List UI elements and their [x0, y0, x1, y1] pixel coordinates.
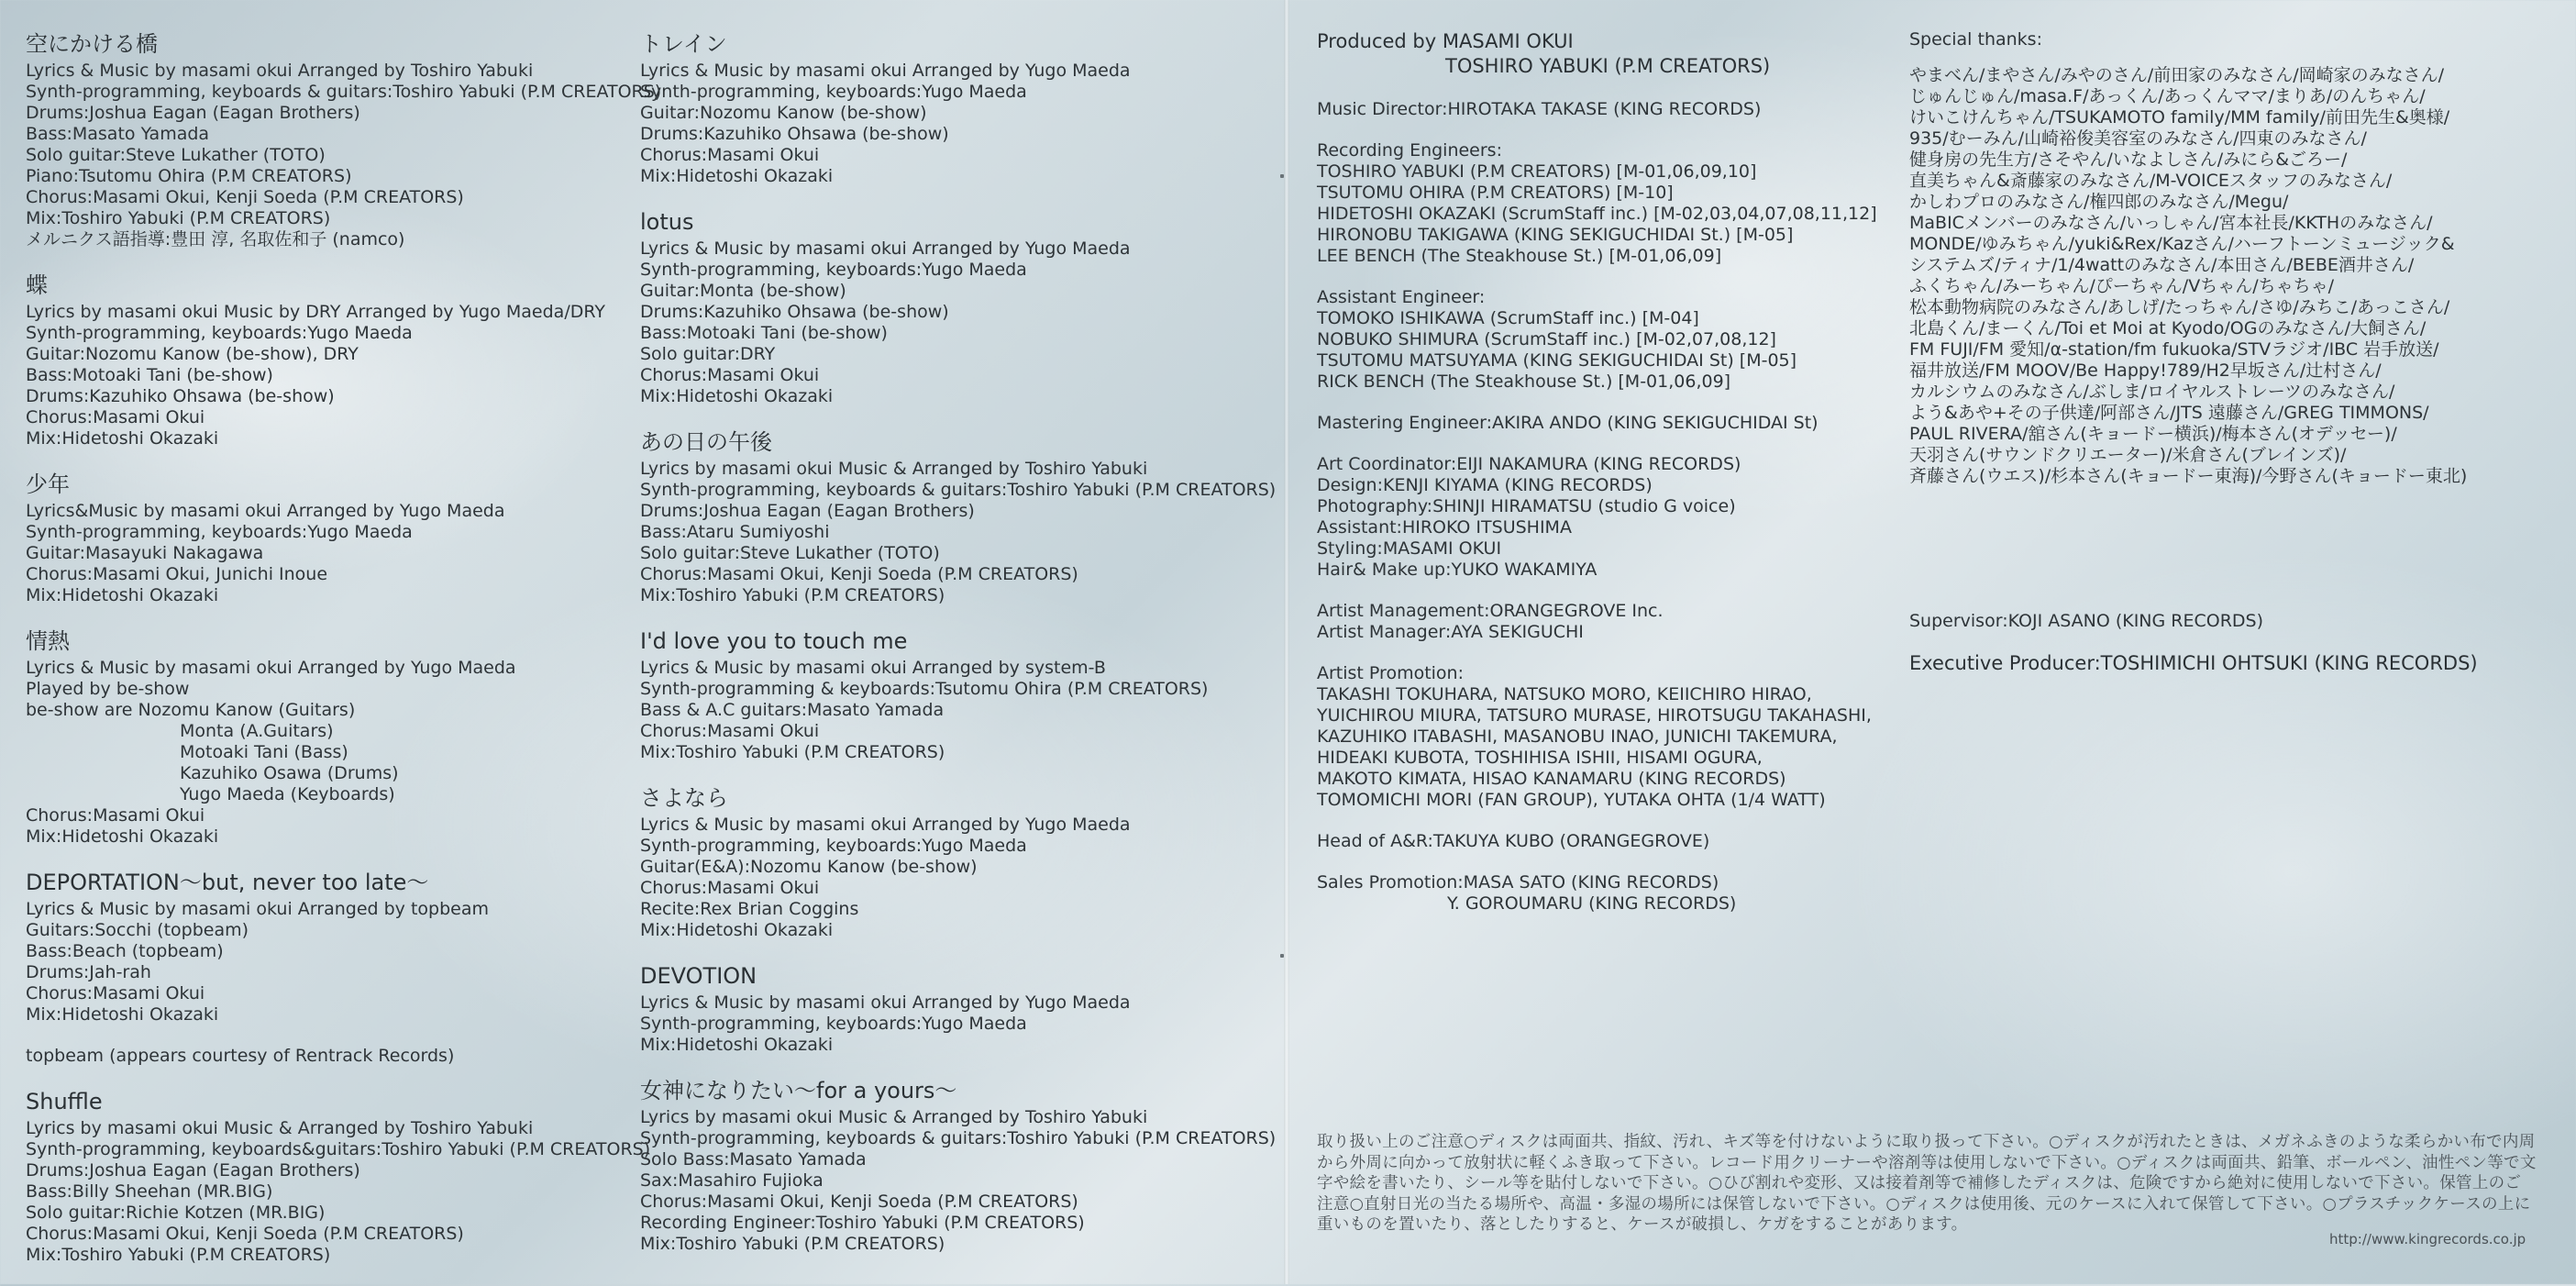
- staff-credit-line: Recording Engineers:: [1317, 140, 1502, 161]
- credit-line: Chorus:Masami Okui, Junichi Inoue: [26, 564, 328, 584]
- thanks-line: 斉藤さん(ウエス)/杉本さん(キョードー東海)/今野さん(キョードー東北): [1909, 466, 2468, 486]
- credit-line: Bass:Billy Sheehan (MR.BIG): [26, 1181, 273, 1202]
- credit-line: Bass:Beach (topbeam): [26, 941, 224, 961]
- supervisor-credit: Supervisor:KOJI ASANO (KING RECORDS): [1909, 611, 2264, 631]
- credit-line: Bass & A.C guitars:Masato Yamada: [640, 700, 945, 720]
- song-title: Shuffle: [26, 1089, 103, 1114]
- credit-line: Lyrics & Music by masami okui Arranged by Yugo Maeda: [640, 992, 1131, 1013]
- credit-line: Chorus:Masami Okui: [26, 805, 205, 826]
- song-credit-block: [26, 626, 631, 848]
- staff-credit-line: Hair& Make up:YUKO WAKAMIYA: [1317, 560, 1598, 580]
- credit-line: Solo guitar:Richie Kotzen (MR.BIG): [26, 1203, 326, 1223]
- staff-credit-block: [1317, 831, 1885, 852]
- credit-line: Mix:Toshiro Yabuki (P.M CREATORS): [26, 208, 331, 228]
- credit-line: Sax:Masahiro Fujioka: [640, 1170, 824, 1191]
- credit-line: Lyrics by masami okui Music & Arranged by Toshiro Yabuki: [640, 459, 1148, 479]
- staff-credit-line: Design:KENJI KIYAMA (KING RECORDS): [1317, 475, 1653, 495]
- special-thanks-title: Special thanks:: [1909, 29, 2042, 50]
- credit-line: Mix:Toshiro Yabuki (P.M CREATORS): [640, 742, 945, 762]
- credit-line: Drums:Joshua Eagan (Eagan Brothers): [26, 103, 360, 123]
- credit-line: topbeam (appears courtesy of Rentrack Records): [26, 1046, 455, 1066]
- staff-credit-line: TOSHIRO YABUKI (P.M CREATORS) [M-01,06,09,10]: [1317, 161, 1757, 182]
- song-credit-block: [640, 1076, 1277, 1255]
- song-credit-block: [26, 470, 631, 606]
- credit-line: Synth-programming, keyboards:Yugo Maeda: [640, 260, 1027, 280]
- credit-line: Mix:Hidetoshi Okazaki: [26, 1004, 219, 1025]
- fold-mark: [1280, 174, 1284, 178]
- thanks-line: 北島くん/まーくん/Toi et Moi at Kyodo/OGのみなさん/大飼さん/: [1909, 318, 2427, 338]
- staff-credit-line: Artist Management:ORANGEGROVE Inc.: [1317, 601, 1664, 621]
- credit-line: Solo guitar:Steve Lukather (TOTO): [640, 543, 940, 563]
- executive-producer-credit: Executive Producer:TOSHIMICHI OHTSUKI (KING RECORDS): [1909, 652, 2478, 674]
- staff-credit-line: Assistant Engineer:: [1317, 287, 1486, 307]
- staff-credit-line: TOMOMICHI MORI (FAN GROUP), YUTAKA OHTA (1/4 WATT): [1317, 790, 1826, 810]
- credit-line: Synth-programming, keyboards:Yugo Maeda: [640, 836, 1027, 856]
- produced-line-2: TOSHIRO YABUKI (P.M CREATORS): [1445, 55, 1771, 77]
- credit-line: Chorus:Masami Okui: [640, 365, 820, 385]
- credit-line: Synth-programming & keyboards:Tsutomu Ohira (P.M CREATORS): [640, 679, 1209, 699]
- song-credit-block: [640, 783, 1264, 941]
- song-credit-block: [26, 271, 631, 449]
- thanks-line: 935/むーみん/山崎裕俊美容室のみなさん/四東のみなさん/: [1909, 128, 2367, 149]
- credit-line: Recite:Rex Brian Coggins: [640, 899, 859, 919]
- thanks-line: よう&あや+その子供達/阿部さん/JTS 遠藤さん/GREG TIMMONS/: [1909, 403, 2429, 423]
- credit-line: Lyrics & Music by masami okui Arranged by Yugo Maeda: [640, 238, 1131, 259]
- fold-mark: [1280, 954, 1284, 958]
- staff-credit-block: [1317, 601, 1885, 643]
- song-title: 空にかける橋: [26, 31, 158, 57]
- staff-credit-line: Artist Manager:AYA SEKIGUCHI: [1317, 622, 1584, 642]
- credit-line-indented: Motoaki Tani (Bass): [180, 742, 348, 762]
- credit-line: Lyrics&Music by masami okui Arranged by Yugo Maeda: [26, 501, 505, 521]
- credit-line: Drums:Kazuhiko Ohsawa (be-show): [640, 302, 949, 322]
- credit-line: Guitars:Socchi (topbeam): [26, 920, 249, 940]
- credit-line: Mix:Hidetoshi Okazaki: [26, 585, 219, 605]
- song-credit-block: [26, 868, 631, 1025]
- song-credit-block: [26, 1046, 631, 1067]
- credit-line: Lyrics by masami okui Music & Arranged by Toshiro Yabuki: [26, 1118, 534, 1138]
- song-title: 情熱: [26, 628, 70, 654]
- credit-line: Guitar:Monta (be-show): [640, 281, 846, 301]
- thanks-line: 健身房の先生方/さそやん/いなよしさん/みにら&ごろー/: [1909, 150, 2348, 170]
- credit-line: Drums:Joshua Eagan (Eagan Brothers): [640, 501, 975, 521]
- thanks-line: ふくちゃん/みーちゃん/ぴーちゃん/Vちゃん/ちゃちゃ/: [1909, 276, 2335, 296]
- credit-line: Piano:Tsutomu Ohira (P.M CREATORS): [26, 166, 352, 186]
- staff-credit-line: Music Director:HIROTAKA TAKASE (KING RECORDS): [1317, 99, 1762, 119]
- staff-credit-line: TOMOKO ISHIKAWA (ScrumStaff inc.) [M-04]: [1317, 308, 1699, 328]
- song-credit-block: [640, 427, 1277, 606]
- credit-line: Mix:Toshiro Yabuki (P.M CREATORS): [26, 1245, 331, 1265]
- credit-line: Recording Engineer:Toshiro Yabuki (P.M CREATORS): [640, 1213, 1085, 1233]
- thanks-line: やまべん/まやさん/みやのさん/前田家のみなさん/岡崎家のみなさん/: [1909, 65, 2445, 85]
- staff-credit-line: Art Coordinator:EIJI NAKAMURA (KING RECORDS): [1317, 454, 1741, 474]
- handling-notice: 取り扱い上のご注意○ディスクは両面共、指紋、汚れ、キズ等を付けないように取り扱って下さい。○ディスクが汚れたときは、メガネふきのような柔らかい布で内周から外周に向かって放射状に軽くふき取って下さい。レコード用クリーナーや溶剤等は使用しないで下さい。○ディスクは両面共、鉛筆、ボールペン、油性ペン等で文字や絵を書いたり、シール等を貼付しないで下さい。○ひび割れや変形、又は接着剤等で補修したディスクは、危険ですから絶対に使用しないで下さい。保管上のご注意○直射日光の当たる場所や、高温・多湿の場所には保管しないで下さい。○ディスクは使用後、元のケースに入れて保管して下さい。○プラスチックケースの上に重いものを置いたり、落としたりすると、ケースが破損し、ケガをすることがあります。: [1317, 1133, 2537, 1234]
- thanks-line: かしわプロのみなさん/権四郎のみなさん/Megu/: [1909, 192, 2289, 212]
- staff-credit-line: Head of A&R:TAKUYA KUBO (ORANGEGROVE): [1317, 831, 1710, 851]
- staff-credit-block: [1317, 140, 1885, 267]
- credit-line: Lyrics & Music by masami okui Arranged by system-B: [640, 658, 1106, 678]
- credit-line: Lyrics & Music by masami okui Arranged by Yugo Maeda: [26, 658, 516, 678]
- credit-line: Chorus:Masami Okui: [26, 407, 205, 427]
- credit-line: メルニクス語指導:豊田 淳, 名取佐和子 (namco): [26, 229, 405, 249]
- staff-credit-line: Sales Promotion:MASA SATO (KING RECORDS): [1317, 872, 1719, 892]
- credit-line-indented: Monta (A.Guitars): [180, 721, 334, 741]
- song-credit-block: [26, 1087, 651, 1266]
- staff-credit-line: RICK BENCH (The Steakhouse St.) [M-01,06,09]: [1317, 371, 1731, 392]
- thanks-line: FM FUJI/FM 愛知/α-station/fm fukuoka/STVラジオ/IBC 岩手放送/: [1909, 339, 2439, 360]
- credit-line: Synth-programming, keyboards & guitars:Toshiro Yabuki (P.M CREATORS): [640, 1128, 1277, 1148]
- credit-line: Synth-programming, keyboards&guitars:Toshiro Yabuki (P.M CREATORS): [26, 1139, 651, 1159]
- credit-line: Lyrics & Music by masami okui Arranged by Yugo Maeda: [640, 815, 1131, 835]
- produced-by: [1317, 29, 1885, 79]
- song-title: DEVOTION: [640, 963, 757, 989]
- thanks-line: 直美ちゃん&斎藤家のみなさん/M-VOICEスタッフのみなさん/: [1909, 171, 2393, 191]
- staff-credit-line: HIRONOBU TAKIGAWA (KING SEKIGUCHIDAI St.) [M-05]: [1317, 225, 1794, 245]
- staff-credit-line: Assistant:HIROKO ITSUSHIMA: [1317, 517, 1572, 538]
- staff-credit-block: [1317, 287, 1885, 393]
- credit-line: Chorus:Masami Okui: [640, 721, 820, 741]
- song-title: lotus: [640, 209, 694, 235]
- special-thanks-column: [1909, 29, 2551, 487]
- staff-credit-line: HIDETOSHI OKAZAKI (ScrumStaff inc.) [M-02,03,04,07,08,11,12]: [1317, 204, 1877, 224]
- credit-line: Guitar:Nozomu Kanow (be-show): [640, 103, 927, 123]
- credit-line: Drums:Kazuhiko Ohsawa (be-show): [26, 386, 335, 406]
- thanks-line: MaBICメンバーのみなさん/いっしゃん/宮本社長/KKTHのみなさん/: [1909, 213, 2433, 233]
- produced-line-1: Produced by MASAMI OKUI: [1317, 30, 1574, 52]
- credit-line: Played by be-show: [26, 679, 190, 699]
- staff-credit-line: TSUTOMU MATSUYAMA (KING SEKIGUCHIDAI St) [M-05]: [1317, 350, 1797, 371]
- song-credit-block: [640, 961, 1264, 1056]
- credit-line: Bass:Motoaki Tani (be-show): [640, 323, 888, 343]
- song-title: I'd love you to touch me: [640, 628, 908, 654]
- credit-line: Chorus:Masami Okui: [26, 983, 205, 1003]
- staff-credit-line: MAKOTO KIMATA, HISAO KANAMARU (KING RECORDS): [1317, 769, 1786, 789]
- thanks-line: 天羽さん(サウンドクリエーター)/米倉さん(ブレインズ)/: [1909, 445, 2347, 465]
- staff-credit-block: [1317, 872, 1885, 915]
- credit-line: Drums:Joshua Eagan (Eagan Brothers): [26, 1160, 360, 1181]
- song-credit-block: [640, 626, 1264, 763]
- staff-credit-line: TSUTOMU OHIRA (P.M CREATORS) [M-10]: [1317, 183, 1674, 203]
- credit-line: Mix:Hidetoshi Okazaki: [640, 166, 834, 186]
- credit-line: Synth-programming, keyboards & guitars:Toshiro Yabuki (P.M CREATORS): [26, 82, 662, 102]
- credit-line: Drums:Kazuhiko Ohsawa (be-show): [640, 124, 949, 144]
- credit-line: Mix:Hidetoshi Okazaki: [26, 826, 219, 847]
- thanks-line: MONDE/ゆみちゃん/yuki&Rex/Kazさん/ハーフトーンミュージック&: [1909, 234, 2455, 254]
- credit-line: Synth-programming, keyboards & guitars:Toshiro Yabuki (P.M CREATORS): [640, 480, 1277, 500]
- staff-credit-line: LEE BENCH (The Steakhouse St.) [M-01,06,09]: [1317, 246, 1722, 266]
- credit-line: Lyrics & Music by masami okui Arranged by Yugo Maeda: [640, 61, 1131, 81]
- thanks-line: システムズ/ティナ/1/4wattのみなさん/本田さん/BEBE酒井さん/: [1909, 255, 2415, 275]
- staff-credit-line: NOBUKO SHIMURA (ScrumStaff inc.) [M-02,07,08,12]: [1317, 329, 1776, 349]
- credits-column-center-left: [640, 29, 1277, 1275]
- song-title: トレイン: [640, 31, 727, 57]
- staff-credits-column: [1317, 29, 1885, 935]
- credit-line: Guitar:Nozomu Kanow (be-show), DRY: [26, 344, 359, 364]
- credit-line: Mix:Hidetoshi Okazaki: [640, 920, 834, 940]
- staff-credit-block: [1317, 663, 1885, 811]
- credit-line: Chorus:Masami Okui, Kenji Soeda (P.M CREATORS): [26, 187, 464, 207]
- staff-credit-line: Styling:MASAMI OKUI: [1317, 538, 1502, 559]
- song-title: さよなら: [640, 785, 728, 811]
- staff-credit-block: [1317, 413, 1885, 434]
- credit-line: Mix:Hidetoshi Okazaki: [26, 428, 219, 449]
- credit-line-indented: Yugo Maeda (Keyboards): [180, 784, 395, 804]
- credit-line: Mix:Toshiro Yabuki (P.M CREATORS): [640, 585, 945, 605]
- credit-line: Lyrics by masami okui Music by DRY Arranged by Yugo Maeda/DRY: [26, 302, 605, 322]
- song-title: DEPORTATION～but, never too late～: [26, 870, 429, 895]
- credit-line: Mix:Toshiro Yabuki (P.M CREATORS): [640, 1234, 945, 1254]
- credit-line: Guitar:Masayuki Nakagawa: [26, 543, 264, 563]
- staff-credit-block: [1317, 454, 1885, 581]
- credit-line: Guitar(E&A):Nozomu Kanow (be-show): [640, 857, 978, 877]
- credit-line: Bass:Masato Yamada: [26, 124, 210, 144]
- credit-line: Solo Bass:Masato Yamada: [640, 1149, 867, 1170]
- credit-line: Chorus:Masami Okui, Kenji Soeda (P.M CREATORS): [640, 564, 1078, 584]
- song-title: あの日の午後: [640, 429, 772, 455]
- credit-line: Solo guitar:Steve Lukather (TOTO): [26, 145, 326, 165]
- special-thanks-list: [1909, 65, 2551, 487]
- staff-credit-line: TAKASHI TOKUHARA, NATSUKO MORO, KEIICHIRO HIRAO,: [1317, 684, 1812, 704]
- credit-line: Synth-programming, keyboards:Yugo Maeda: [640, 82, 1027, 102]
- credit-line: Chorus:Masami Okui, Kenji Soeda (P.M CREATORS): [26, 1224, 464, 1244]
- credit-line: Lyrics by masami okui Music & Arranged by Toshiro Yabuki: [640, 1107, 1148, 1127]
- thanks-line: PAUL RIVERA/舘さん(キョードー横浜)/梅本さん(オデッセー)/: [1909, 424, 2397, 444]
- credits-column-left: [26, 29, 662, 1286]
- staff-credit-line: Artist Promotion:: [1317, 663, 1464, 683]
- label-url: http://www.kingrecords.co.jp: [2329, 1231, 2526, 1247]
- staff-credit-block: [1317, 99, 1885, 120]
- song-title: 女神になりたい～for a yours～: [640, 1078, 957, 1103]
- song-credit-block: [26, 29, 662, 250]
- credit-line: Drums:Jah-rah: [26, 962, 151, 982]
- staff-credit-line: YUICHIROU MIURA, TATSURO MURASE, HIROTSUGU TAKAHASHI,: [1317, 705, 1872, 726]
- credit-line: Chorus:Masami Okui: [640, 145, 820, 165]
- song-title: 蝶: [26, 272, 48, 298]
- credit-line: Synth-programming, keyboards:Yugo Maeda: [26, 323, 413, 343]
- thanks-line: カルシウムのみなさん/ぶしま/ロイヤルストレーツのみなさん/: [1909, 382, 2395, 402]
- credit-line: Synth-programming, keyboards:Yugo Maeda: [26, 522, 413, 542]
- thanks-line: けいこけんちゃん/TSUKAMOTO family/MM family/前田先生&奥様/: [1909, 107, 2450, 127]
- credit-line: Lyrics & Music by masami okui Arranged by Toshiro Yabuki: [26, 61, 534, 81]
- song-credit-block: [640, 29, 1264, 187]
- credit-line: Bass:Ataru Sumiyoshi: [640, 522, 830, 542]
- booklet-fold: [1284, 0, 1289, 1284]
- credit-line: Chorus:Masami Okui, Kenji Soeda (P.M CREATORS): [640, 1192, 1078, 1212]
- staff-credit-line: HIDEAKI KUBOTA, TOSHIHISA ISHII, HISAMI OGURA,: [1317, 748, 1763, 768]
- song-credit-block: [640, 207, 1264, 407]
- staff-credit-line: KAZUHIKO ITABASHI, MASANOBU INAO, JUNICHI TAKEMURA,: [1317, 726, 1838, 747]
- credit-line: Lyrics & Music by masami okui Arranged by topbeam: [26, 899, 489, 919]
- credit-line: Bass:Motoaki Tani (be-show): [26, 365, 273, 385]
- credit-line: Solo guitar:DRY: [640, 344, 776, 364]
- credit-line: be-show are Nozomu Kanow (Guitars): [26, 700, 356, 720]
- credit-line: Chorus:Masami Okui: [640, 878, 820, 898]
- staff-credit-line-indented: Y. GOROUMARU (KING RECORDS): [1447, 893, 1737, 914]
- staff-credit-line: Photography:SHINJI HIRAMATSU (studio G voice): [1317, 496, 1736, 516]
- credit-line: Mix:Hidetoshi Okazaki: [640, 386, 834, 406]
- staff-credit-line: Mastering Engineer:AKIRA ANDO (KING SEKIGUCHIDAI St): [1317, 413, 1819, 433]
- credit-line: Synth-programming, keyboards:Yugo Maeda: [640, 1014, 1027, 1034]
- thanks-line: じゅんじゅん/masa.F/あっくん/あっくんママ/まりあ/のんちゃん/: [1909, 86, 2426, 106]
- credit-line-indented: Kazuhiko Osawa (Drums): [180, 763, 399, 783]
- thanks-line: 福井放送/FM MOOV/Be Happy!789/H2早坂さん/辻村さん/: [1909, 360, 2382, 381]
- credit-line: Mix:Hidetoshi Okazaki: [640, 1035, 834, 1055]
- song-title: 少年: [26, 471, 70, 497]
- thanks-line: 松本動物病院のみなさん/あしげ/たっちゃん/さゆ/みちこ/あっこさん/: [1909, 297, 2450, 317]
